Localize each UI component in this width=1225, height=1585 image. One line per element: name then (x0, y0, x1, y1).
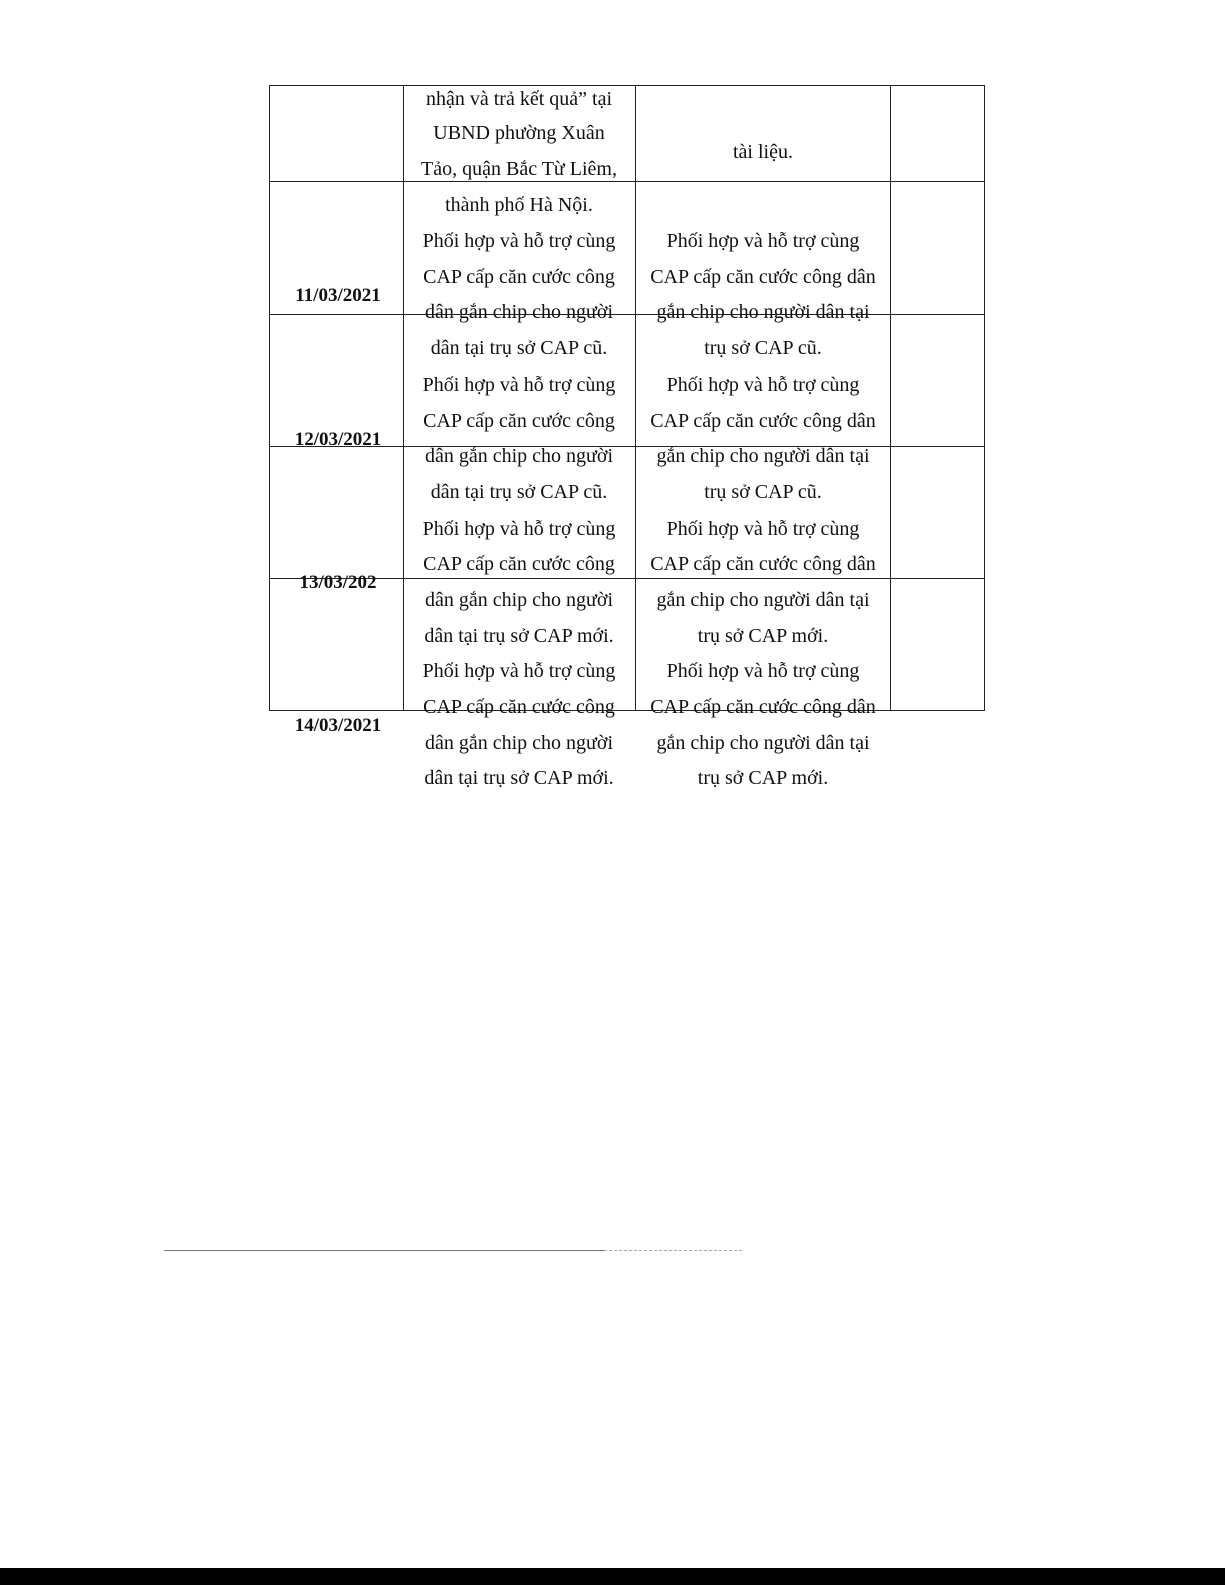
cell-text: dân tại trụ sở CAP cũ. (430, 337, 608, 359)
cell-text: Phối hợp và hỗ trợ cùng (422, 374, 616, 396)
cell-text: Phối hợp và hỗ trợ cùng (422, 230, 616, 252)
cell-text: Phối hợp và hỗ trợ cùng (666, 660, 860, 682)
cell-text: Phối hợp và hỗ trợ cùng (422, 660, 616, 682)
table-border-top (269, 85, 985, 86)
cell-text: CAP cấp căn cước công dân (650, 410, 876, 432)
cell-text: Phối hợp và hỗ trợ cùng (422, 518, 616, 540)
cell-text: nhận và trả kết quả” tại (425, 88, 613, 110)
cell-text: dân gắn chip cho người (424, 301, 614, 323)
cell-text: CAP cấp căn cước công dân (650, 266, 876, 288)
cell-text: gắn chip cho người dân tại (656, 445, 870, 467)
col-divider (403, 85, 404, 711)
cell-text: trụ sở CAP mới. (697, 625, 829, 647)
cell-text: Phối hợp và hỗ trợ cùng (666, 374, 860, 396)
cell-text: CAP cấp căn cước công (423, 553, 615, 575)
cell-text: CAP cấp căn cước công (423, 696, 615, 718)
cell-text: Phối hợp và hỗ trợ cùng (666, 230, 860, 252)
cell-text: dân gắn chip cho người (424, 589, 614, 611)
cell-text: gắn chip cho người dân tại (656, 301, 870, 323)
cell-text: Phối hợp và hỗ trợ cùng (666, 518, 860, 540)
cell-text: trụ sở CAP cũ. (704, 481, 822, 503)
date-cell: 14/03/2021 (294, 715, 382, 736)
cell-text: Tảo, quận Bắc Từ Liêm, (421, 158, 617, 180)
col-divider (635, 85, 636, 711)
footnote-separator-faint (604, 1250, 742, 1251)
cell-text: CAP cấp căn cước công dân (650, 696, 876, 718)
col-divider (984, 85, 985, 711)
cell-text: trụ sở CAP cũ. (704, 337, 822, 359)
date-cell: 11/03/2021 (295, 285, 381, 306)
date-cell: 13/03/202 (299, 572, 377, 593)
cell-text: gắn chip cho người dân tại (656, 732, 870, 754)
cell-text: dân gắn chip cho người (424, 445, 614, 467)
cell-text: CAP cấp căn cước công (423, 410, 615, 432)
cell-text: CAP cấp căn cước công (423, 266, 615, 288)
cell-text: UBND phường Xuân (433, 122, 605, 144)
col-divider (269, 85, 270, 711)
footnote-separator (164, 1250, 604, 1251)
cell-text: dân tại trụ sở CAP mới. (424, 767, 614, 789)
row-divider (269, 181, 985, 182)
col-divider (890, 85, 891, 711)
cell-text: dân gắn chip cho người (424, 732, 614, 754)
date-cell: 12/03/2021 (294, 429, 382, 450)
cell-text: trụ sở CAP mới. (697, 767, 829, 789)
cell-text: CAP cấp căn cước công dân (650, 553, 876, 575)
page-bottom-bar (0, 1568, 1225, 1585)
cell-text: thành phố Hà Nội. (445, 194, 593, 216)
cell-text: tài liệu. (733, 141, 793, 163)
cell-text: dân tại trụ sở CAP cũ. (430, 481, 608, 503)
cell-text: dân tại trụ sở CAP mới. (424, 625, 614, 647)
cell-text: gắn chip cho người dân tại (656, 589, 870, 611)
